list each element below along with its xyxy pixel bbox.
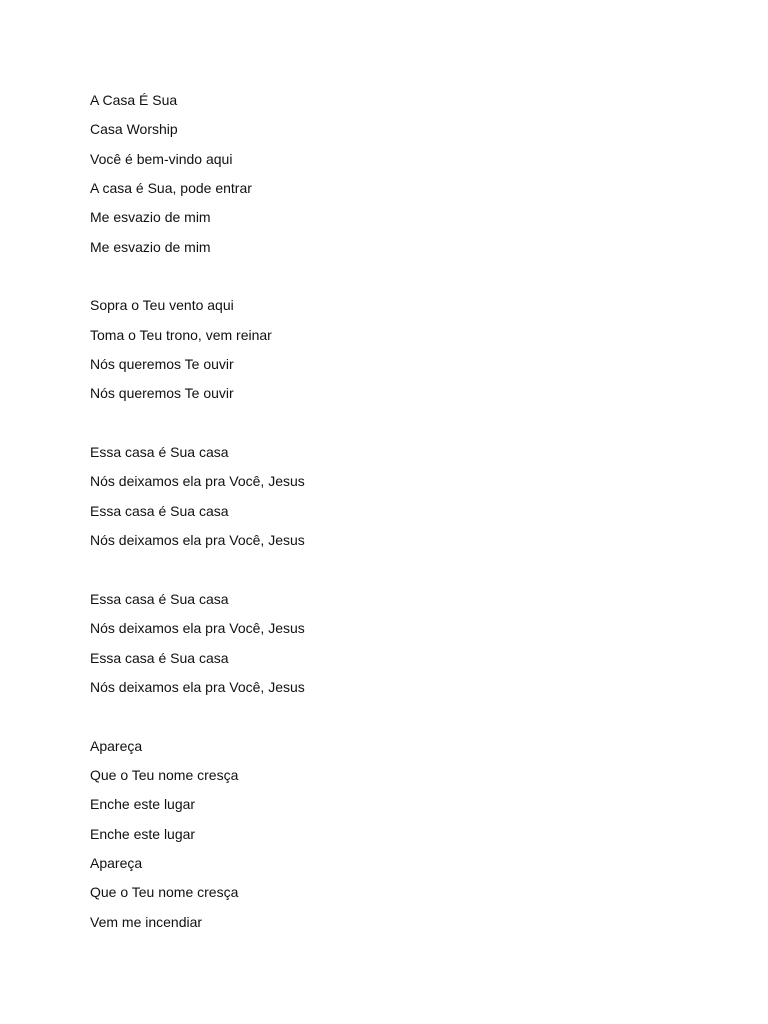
lyric-line: Vem me incendiar [90,913,203,930]
lyric-line: Que o Teu nome cresça [90,884,239,901]
lyric-line: Você é bem-vindo aqui [90,150,233,167]
lyric-line: Sopra o Teu vento aqui [90,297,234,314]
stanza-2 [90,295,690,412]
song-artist: Casa Worship [90,121,178,138]
stanza-4 [90,589,690,706]
stanza-5 [90,736,690,941]
lyric-line: Essa casa é Sua casa [90,444,229,461]
lyric-line: Essa casa é Sua casa [90,590,229,607]
lyric-line: Nós deixamos ela pra Você, Jesus [90,678,305,695]
lyric-line: Enche este lugar [90,796,196,813]
lyric-line: Nós queremos Te ouvir [90,356,234,373]
lyric-line: Me esvazio de mim [90,238,211,255]
lyric-line: Toma o Teu trono, vem reinar [90,326,272,343]
lyric-line: Nós deixamos ela pra Você, Jesus [90,473,305,490]
lyric-line: Nós deixamos ela pra Você, Jesus [90,620,305,637]
stanza-3 [90,442,690,559]
lyric-line: Essa casa é Sua casa [90,502,229,519]
stanza-1 [90,149,690,266]
stanza-gap [90,706,690,735]
lyric-line: A casa é Sua, pode entrar [90,180,252,197]
stanza-gap [90,560,690,589]
lyric-line: Nós queremos Te ouvir [90,385,234,402]
lyric-line: Que o Teu nome cresça [90,766,239,783]
song-title: A Casa É Sua [90,92,178,108]
lyric-line: Me esvazio de mim [90,209,211,226]
lyric-line: Apareça [90,737,143,754]
lyric-line: Apareça [90,854,143,871]
lyrics-page [90,90,690,941]
stanza-gap [90,413,690,442]
lyric-line: Essa casa é Sua casa [90,649,229,666]
lyric-line: Nós deixamos ela pra Você, Jesus [90,532,305,549]
lyric-line: Enche este lugar [90,825,196,842]
stanza-gap [90,266,690,295]
